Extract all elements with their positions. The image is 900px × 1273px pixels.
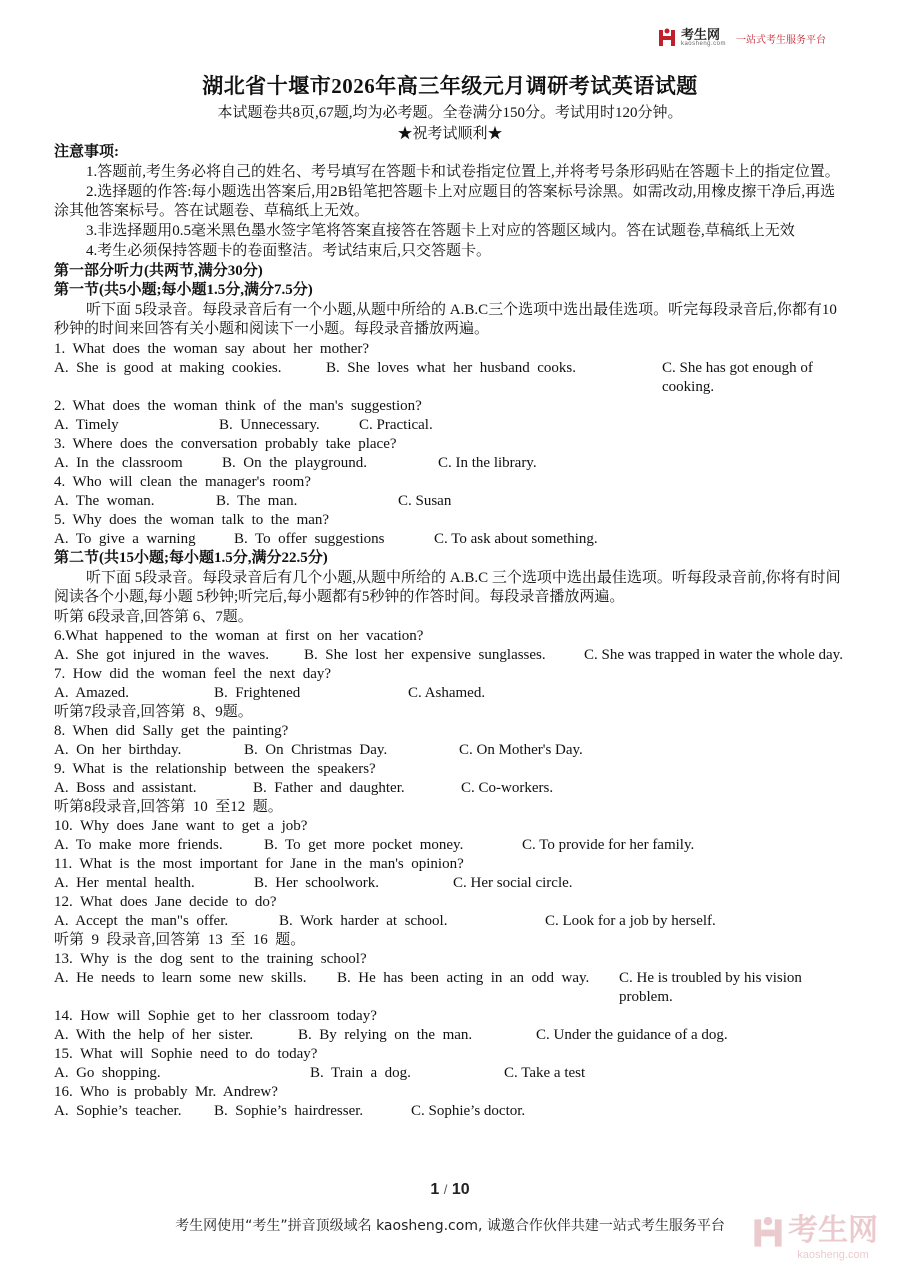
option-c[interactable]: C. Co-workers. — [461, 780, 554, 796]
page-current: 1 — [430, 1181, 440, 1198]
watermark — [754, 1205, 878, 1261]
recording-label: 听第8段录音,回答第 10 至12 题。 — [54, 799, 283, 815]
notice-item: 3.非选择题用0.5毫米黑色墨水签字笔将答案直接答在答题卡上对应的答题区域内。答在试题卷,草稿纸上无效 — [86, 223, 795, 239]
question-stem: 2. What does the woman think of the man's suggestion? — [54, 398, 422, 414]
option-a[interactable]: A. To give a warning — [54, 531, 196, 547]
option-a[interactable]: A. Accept the man"s offer. — [54, 913, 229, 929]
question-stem: 8. When did Sally get the painting? — [54, 723, 289, 739]
option-a[interactable]: A. On her birthday. — [54, 742, 182, 758]
option-b[interactable]: B. Father and daughter. — [253, 780, 405, 796]
notice-heading: 注意事项: — [54, 144, 119, 160]
option-b[interactable]: B. Her schoolwork. — [254, 875, 379, 891]
page-separator: / — [443, 1182, 448, 1197]
option-c[interactable]: C. On Mother's Day. — [459, 742, 583, 758]
question-stem: 6.What happened to the woman at first on her vacation? — [54, 628, 424, 644]
kaosheng-logo-icon — [659, 28, 675, 48]
recording-label: 听第7段录音,回答第 8、9题。 — [54, 704, 253, 720]
question-options — [54, 492, 844, 511]
exam-title: 湖北省十堰市2026年高三年级元月调研考试英语试题 — [202, 74, 698, 98]
question-options — [54, 836, 844, 855]
option-c[interactable]: C. Susan — [398, 493, 452, 509]
watermark-name: 考生网 — [788, 1213, 878, 1248]
recording-label: 听第 9 段录音,回答第 13 至 16 题。 — [54, 932, 306, 948]
question-stem: 11. What is the most important for Jane in the man's opinion? — [54, 856, 464, 872]
option-b[interactable]: B. Train a dog. — [310, 1065, 411, 1081]
question-stem: 1. What does the woman say about her mother? — [54, 341, 370, 357]
notice-item: 4.考生必须保持答题卡的卷面整洁。考试结束后,只交答题卡。 — [86, 243, 492, 259]
option-b[interactable]: B. Sophie’s hairdresser. — [214, 1103, 364, 1119]
question-options — [54, 779, 844, 798]
watermark-domain: kaosheng.com — [797, 1249, 869, 1261]
option-a[interactable]: A. In the classroom — [54, 455, 183, 471]
option-c[interactable]: C. Look for a job by herself. — [545, 913, 716, 929]
option-a[interactable]: A. She got injured in the waves. — [54, 647, 269, 663]
section2-instruction: 听下面 5段录音。每段录音后有几个小题,从题中所给的 A.B.C 三个选项中选出最佳选项。听每段录音前,你将有时间阅读各个小题,每小题 5秒钟;听完后,每小题都有5秒钟的作答时间。每段录音播放两遍。 — [54, 570, 841, 605]
question-stem: 9. What is the relationship between the speakers? — [54, 761, 376, 777]
section1-heading: 第一节(共5小题;每小题1.5分,满分7.5分) — [54, 282, 313, 298]
question-options — [54, 1026, 844, 1045]
option-b[interactable]: B. To get more pocket money. — [264, 837, 464, 853]
option-a[interactable]: A. Amazed. — [54, 685, 129, 701]
section2-heading: 第二节(共15小题;每小题1.5分,满分22.5分) — [54, 550, 328, 566]
exam-content — [54, 143, 844, 1121]
brand-logo[interactable] — [659, 28, 826, 48]
question-options — [54, 874, 844, 893]
option-c[interactable]: C. In the library. — [438, 455, 537, 471]
section1-instruction: 听下面 5段录音。每段录音后有一个小题,从题中所给的 A.B.C三个选项中选出最佳选项。听完每段录音后,你都有10 秒钟的时间来回答有关小题和阅读下一小题。每段录音播放两遍。 — [54, 302, 837, 337]
question-stem: 4. Who will clean the manager's room? — [54, 474, 311, 490]
option-a[interactable]: A. To make more friends. — [54, 837, 223, 853]
option-b[interactable]: B. Work harder at school. — [279, 913, 448, 929]
option-c[interactable]: C. Sophie’s doctor. — [411, 1103, 526, 1119]
question-options — [54, 359, 844, 397]
section1-questions — [54, 340, 844, 549]
recording-label: 听第 6段录音,回答第 6、7题。 — [54, 609, 253, 625]
option-a[interactable]: A. Go shopping. — [54, 1065, 161, 1081]
page-number — [0, 1181, 900, 1199]
option-b[interactable]: B. She lost her expensive sunglasses. — [304, 647, 546, 663]
option-c[interactable]: C. Ashamed. — [408, 685, 486, 701]
option-c[interactable]: C. She was trapped in water the whole day. — [584, 647, 843, 663]
page-total: 10 — [451, 1181, 470, 1198]
watermark-text — [788, 1205, 878, 1261]
brand-name: 考生网 — [680, 26, 720, 42]
question-options — [54, 530, 844, 549]
option-a[interactable]: A. Timely — [54, 417, 119, 433]
option-a[interactable]: A. He needs to learn some new skills. — [54, 970, 307, 986]
option-c[interactable]: C. He is troubled by his vision problem. — [619, 970, 802, 1005]
option-b[interactable]: B. Frightened — [214, 685, 301, 701]
option-b[interactable]: B. The man. — [216, 493, 298, 509]
footer-text: 考生网使用“考生”拼音顶级域名 kaosheng.com, 诚邀合作伙伴共建一站式考生服务平台 — [175, 1218, 725, 1234]
exam-wish: ★祝考试顺利★ — [397, 126, 503, 142]
question-stem: 13. Why is the dog sent to the training school? — [54, 951, 367, 967]
option-c[interactable]: C. Take a test — [504, 1065, 586, 1081]
question-options — [54, 741, 844, 760]
question-stem: 15. What will Sophie need to do today? — [54, 1046, 318, 1062]
option-c[interactable]: C. To ask about something. — [434, 531, 598, 547]
question-stem: 7. How did the woman feel the next day? — [54, 666, 332, 682]
question-options — [54, 969, 844, 1007]
option-c[interactable]: C. Practical. — [359, 417, 433, 433]
option-c[interactable]: C. She has got enough of cooking. — [662, 360, 813, 395]
exam-subtitle: 本试题卷共8页,67题,均为必考题。全卷满分150分。考试用时120分钟。 — [217, 105, 683, 121]
brand-domain: kaosheng.com — [680, 40, 726, 47]
question-stem: 14. How will Sophie get to her classroom today? — [54, 1008, 377, 1024]
option-a[interactable]: A. The woman. — [54, 493, 155, 509]
option-a[interactable]: A. Boss and assistant. — [54, 780, 197, 796]
option-b[interactable]: B. On Christmas Day. — [244, 742, 388, 758]
question-stem: 12. What does Jane decide to do? — [54, 894, 277, 910]
question-options — [54, 912, 844, 931]
question-options — [54, 646, 844, 665]
question-stem: 5. Why does the woman talk to the man? — [54, 512, 330, 528]
notice-item: 2.选择题的作答:每小题选出答案后,用2B铅笔把答题卡上对应题目的答案标号涂黑。如需改动,用橡皮擦干净后,再选涂其他答案标号。答在试题卷、草稿纸上无效。 — [54, 184, 836, 219]
watermark-logo-icon — [754, 1216, 782, 1250]
option-b[interactable]: B. She loves what her husband cooks. — [326, 360, 576, 376]
option-c[interactable]: C. To provide for her family. — [522, 837, 695, 853]
section2-groups — [54, 608, 844, 1121]
question-options — [54, 1102, 844, 1121]
option-b[interactable]: B. On the playground. — [222, 455, 367, 471]
question-options — [54, 416, 844, 435]
option-b[interactable]: B. To offer suggestions — [234, 531, 385, 547]
option-a[interactable]: A. Sophie’s teacher. — [54, 1103, 182, 1119]
question-options — [54, 454, 844, 473]
option-c[interactable]: C. Under the guidance of a dog. — [536, 1027, 728, 1043]
question-options — [54, 1064, 844, 1083]
option-a[interactable]: A. She is good at making cookies. — [54, 360, 282, 376]
notice-item: 1.答题前,考生务必将自己的姓名、考号填写在答题卡和试卷指定位置上,并将考号条形码贴在答题卡上的指定位置。 — [86, 164, 840, 180]
question-stem: 10. Why does Jane want to get a job? — [54, 818, 308, 834]
part1-heading: 第一部分听力(共两节,满分30分) — [54, 263, 263, 279]
question-options — [54, 684, 844, 703]
question-stem: 16. Who is probably Mr. Andrew? — [54, 1084, 278, 1100]
option-b[interactable]: B. Unnecessary. — [219, 417, 320, 433]
brand-text — [680, 26, 726, 48]
brand-slogan: 一站式考生服务平台 — [736, 34, 826, 46]
option-a[interactable]: A. Her mental health. — [54, 875, 195, 891]
option-b[interactable]: B. By relying on the man. — [298, 1027, 473, 1043]
option-c[interactable]: C. Her social circle. — [453, 875, 573, 891]
option-b[interactable]: B. He has been acting in an odd way. — [337, 970, 590, 986]
question-stem: 3. Where does the conversation probably take place? — [54, 436, 397, 452]
option-a[interactable]: A. With the help of her sister. — [54, 1027, 254, 1043]
